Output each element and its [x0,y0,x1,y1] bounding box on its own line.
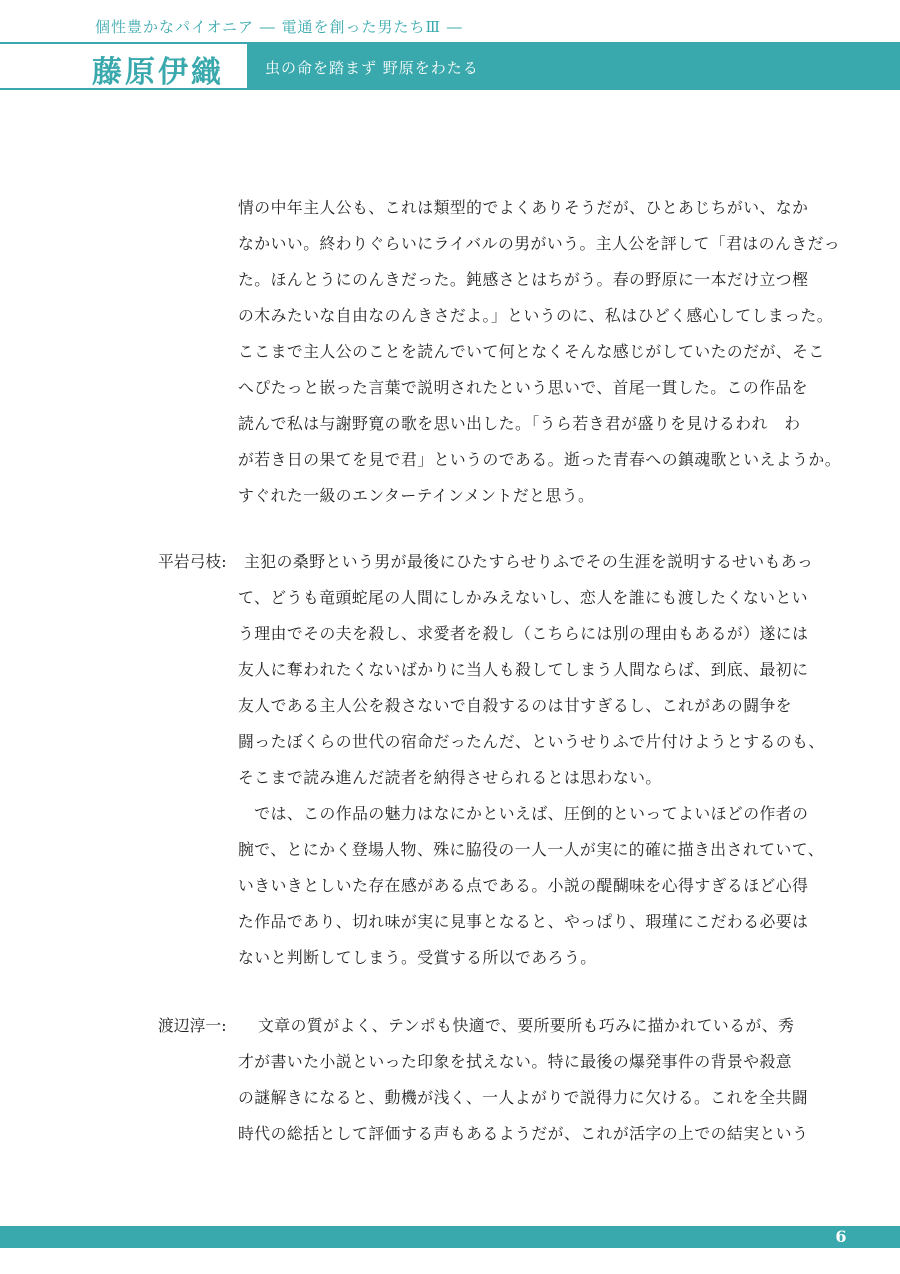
page-number: 6 [835,1227,847,1246]
text-line: いきいきとしいた存在感がある点である。小説の醍醐味を心得すぎるほど心得 [238,876,809,895]
text-line: では、この作品の魅力はなにかといえば、圧倒的といってよいほどの作者の [238,804,809,823]
text-line: そこまで読み進んだ読者を納得させられるとは思わない。 [238,768,662,787]
text-line: た作品であり、切れ味が実に見事となると、やっぱり、瑕瑾にこだわる必要は [238,912,809,931]
text-line: なかいい。終わりぐらいにライバルの男がいう。主人公を評して「君はのんきだっ [238,234,841,253]
text-line: の木みたいな自由なのんきさだよ。」というのに、私はひどく感心してしまった。 [238,306,834,325]
text-line: 才が書いた小説といった印象を拭えない。特に最後の爆発事件の背景や殺意 [238,1052,793,1071]
text-line: 文章の質がよく、テンポも快適で、要所要所も巧みに描かれているが、秀 [258,1016,795,1035]
text-line: すぐれた一級のエンターテインメントだと思う。 [238,486,595,505]
article-subtitle: 虫の命を踏まず 野原をわたる [265,59,479,77]
text-line: が若き日の果てを見で君」というのである。逝った青春への鎮魂歌といえようか。 [238,450,841,469]
author-name: 藤原伊織 [92,55,224,90]
text-line: う理由でその夫を殺し、求愛者を殺し（こちらには別の理由もあるが）遂には [238,624,809,643]
text-line: ここまで主人公のことを読んでいて何となくそんな感じがしていたのだが、そこ [238,342,825,361]
text-line: 友人に奪われたくないばかりに当人も殺してしまう人間ならば、到底、最初に [238,660,809,679]
text-line: 腕で、とにかく登場人物、殊に脇役の一人一人が実に的確に描き出されていて、 [238,840,825,859]
text-line: の謎解きになると、動機が浅く、一人よがりで説得力に欠ける。これを全共闘 [238,1088,809,1107]
text-line: へぴたっと嵌った言葉で説明されたという思いで、首尾一貫した。この作品を [238,378,809,397]
text-line: 友人である主人公を殺さないで自殺するのは甘すぎるし、これがあの闘争を [238,696,793,715]
text-line: た。ほんとうにのんきだった。鈍感さとはちがう。春の野原に一本だけ立つ樫 [238,270,809,289]
text-line: 情の中年主人公も、これは類型的でよくありそうだが、ひとあじちがい、なか [238,198,809,217]
text-line: 闘ったぼくらの世代の宿命だったんだ、というせりふで片付けようとするのも、 [238,732,825,751]
series-title: 個性豊かなパイオニア ― 電通を創った男たちⅢ ― [95,18,463,36]
footer-bar [0,1226,900,1248]
text-line: 主犯の桑野という男が最後にひたすらせりふでその生涯を説明するせいもあっ [244,552,814,571]
speaker-label: 渡辺淳一: [158,1016,227,1035]
text-line: 読んで私は与謝野寛の歌を思い出した。「うら若き君が盛りを見けるわれ わ [238,414,801,433]
text-line: て、どうも竜頭蛇尾の人間にしかみえないし、恋人を誰にも渡したくないとい [238,588,809,607]
speaker-label: 平岩弓枝: [158,552,227,571]
text-line: 時代の総括として評価する声もあるようだが、これが活字の上での結実という [238,1124,809,1143]
text-line: ないと判断してしまう。受賞する所以であろう。 [238,948,597,967]
